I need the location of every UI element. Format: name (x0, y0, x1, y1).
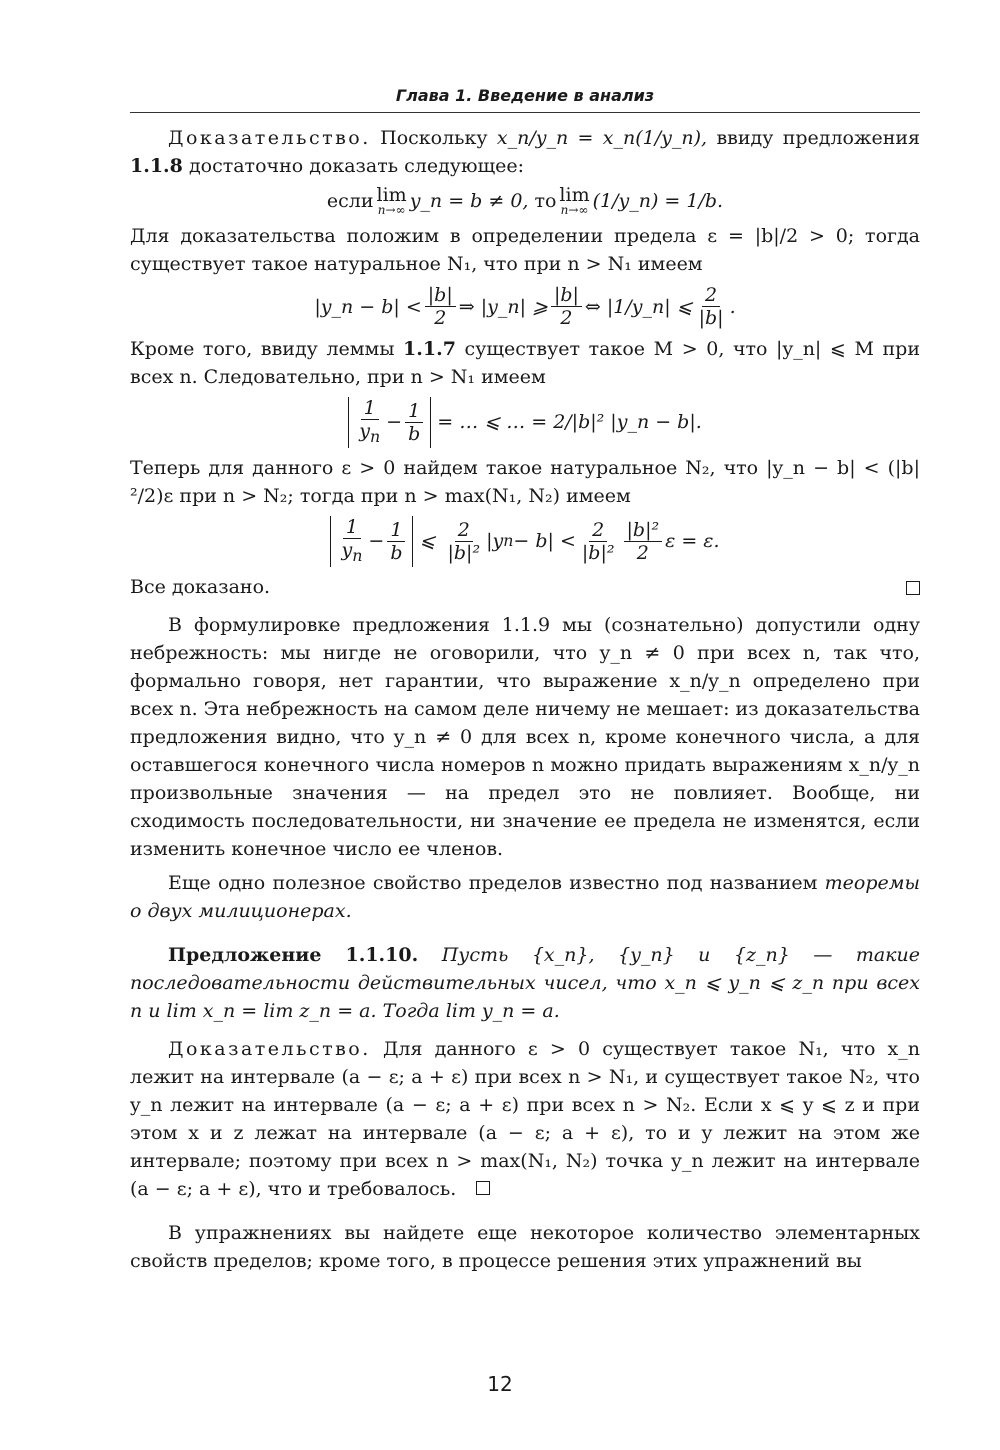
abs-value: 1 $y_n$ − 1 b (348, 397, 431, 448)
formula-chain: 1 $y_n$ − 1 b = … ⩽ … = 2/|b|² |y_n − b|. (130, 397, 920, 448)
proof-label: Доказательство. (168, 1037, 371, 1060)
proof1-para2: Для доказательства положим в определении предела ε = |b|/2 > 0; тогда существует такое натуральное N₁, что при n > N₁ имеем (130, 225, 920, 275)
fraction: |b| 2 (425, 284, 456, 329)
police-paragraph: Еще одно полезное свойство пределов известно под названием теоремы о двух милиционерах. (130, 871, 920, 922)
fraction: 2 |b| (698, 284, 724, 329)
page-number: 12 (487, 1372, 513, 1396)
proof2: Доказательство. Для данного ε > 0 существует такое N₁, что x_n лежит на интервале (a − ε; a + ε) при всех n > N₁, и существует такое N₂, что y_n лежит на интервале (a − ε; a + ε) при всех n > N₂. Если x ⩽ y ⩽ z и при этом x и z лежат на интервале (a − ε; a + ε), то и y лежит на этом же интервале; поэтому при всех n > max(N₁, N₂) точка y_n лежит на интервале (a − ε; a + ε), что и требовалось. (130, 1037, 920, 1200)
proof1-end: Все доказано. (130, 573, 920, 601)
reference: 1.1.8 (130, 155, 183, 177)
qed-square-icon (906, 581, 920, 595)
remark-paragraph: В формулировке предложения 1.1.9 мы (сознательно) допустили одну небрежность: мы нигде не оговорили, что y_n ≠ 0 при всех n, так что, формально говоря, нет гарантии, что выражение x_n/y_n определено при всех n. Эта небрежность на самом деле ничему не мешает: из доказательства предложения видно, что y_n ≠ 0 для всех n, кроме конечного числа, а для оставшегося конечного числа номеров n можно придать выражениям x_n/y_n произвольные значения — на предел это не повлияет. Вообще, ни сходимость последовательности, ни значение ее предела не изменятся, если изменить конечное число ее членов. (130, 613, 921, 860)
proof-label: Доказательство. (168, 127, 371, 149)
proposition-label: Предложение 1.1.10. (168, 943, 419, 966)
proof1-para3: Кроме того, ввиду леммы 1.1.7 существует такое M > 0, что |y_n| ⩽ M при всех n. Следовательно, при n > N₁ имеем (130, 338, 920, 388)
proof1-para4: Теперь для данного ε > 0 найдем такое натуральное N₂, что |y_n − b| < (|b|²/2)ε при n > N₂; тогда при n > max(N₁, N₂) имеем (130, 456, 920, 507)
lim-operator: lim n→∞ (559, 184, 590, 217)
final-paragraph: В упражнениях вы найдете еще некоторое количество элементарных свойств пределов; кроме того, в процессе решения этих упражнений вы (130, 1221, 920, 1272)
proposition-text: Пусть {x_n}, {y_n} и {z_n} — такие последовательности действительных чисел, что x_n ⩽ y_n ⩽ z_n при всех n и lim x_n = lim z_n = a. Тогда lim y_n = a. (130, 943, 921, 1022)
formula-bound: |y_n − b| < |b| 2 ⇒ |y_n| ⩾ |b| 2 ⇔ |1/y_n| ⩽ 2 |b| . (314, 284, 736, 329)
page-body (130, 124, 920, 1275)
formula-final: 1 $y_n$ − 1 b ⩽ 2 |b|² |y n − b| < 2 |b|² |b|² 2 ε = ε. (130, 516, 920, 567)
fraction: |b| 2 (551, 284, 582, 329)
lim-operator: lim n→∞ (376, 184, 407, 217)
reference: 1.1.7 (403, 338, 456, 360)
abs-value: 1 $y_n$ − 1 b (330, 516, 413, 567)
proposition (130, 941, 920, 1025)
running-header: Глава 1. Введение в анализ (395, 86, 655, 105)
proof1-intro: Доказательство. Поскольку x_n/y_n = x_n(1/y_n), ввиду предложения 1.1.8 достаточно доказать следующее: (130, 127, 921, 177)
header-rule (130, 112, 920, 113)
qed-square-icon (476, 1181, 490, 1195)
formula-limit: если lim n→∞ y_n = b ≠ 0, то lim n→∞ (1/y_n) = 1/b. (326, 184, 724, 217)
